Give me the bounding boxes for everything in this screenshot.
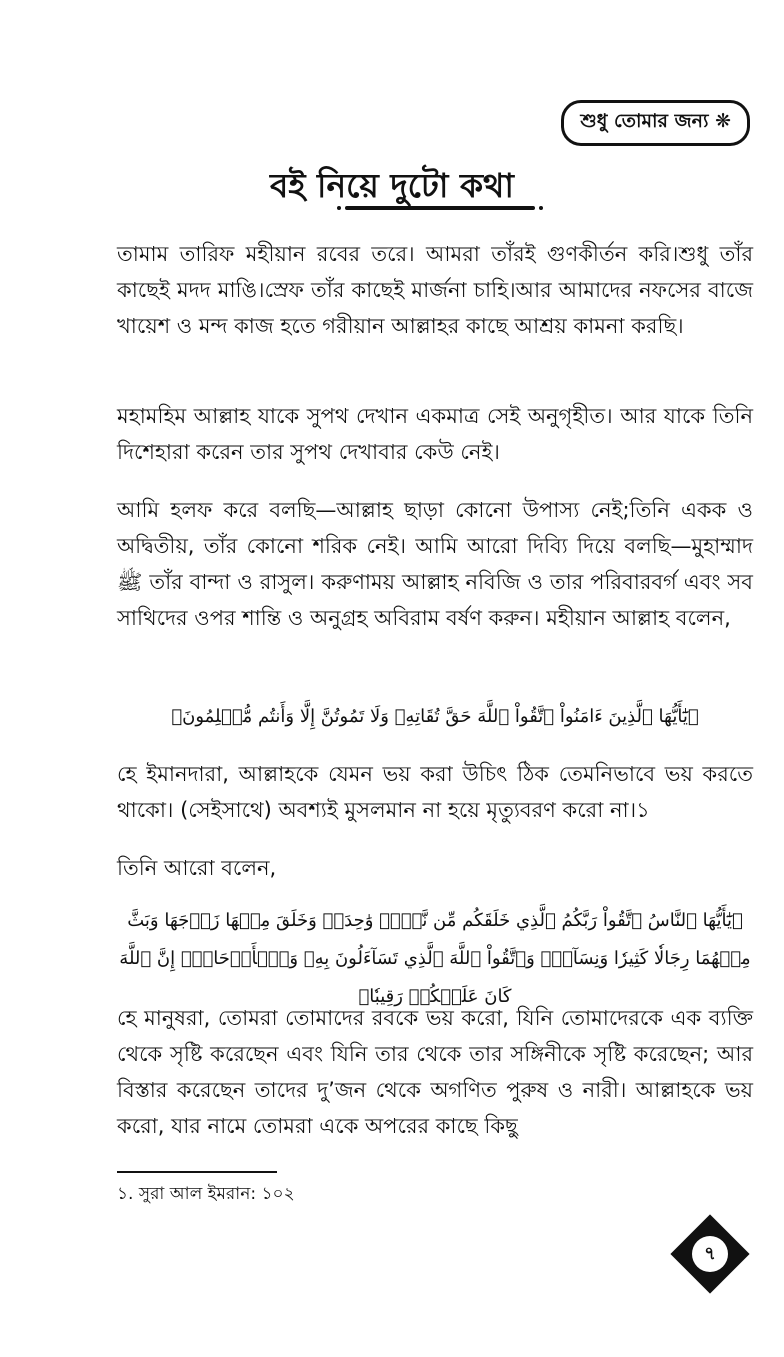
header-badge: শুধু তোমার জন্য ❋ xyxy=(561,100,750,146)
arabic-verse-2: ﴿يَٰٓأَيُّهَا ٱلنَّاسُ ٱتَّقُواْ رَبَّكُمُ ٱلَّذِي خَلَقَكُم مِّن نَّفۡسٖ وَٰحِدَةٖ وَخَلَقَ مِنۡهَا زَوۡجَهَا وَبَثَّ مِنۡهُمَا رِجَالٗا كَثِيرٗا وَنِسَآءٗۚ وَٱتَّقُواْ ٱللَّهَ ٱلَّذِي تَسَآءَلُونَ بِهِۦ وَٱلۡأَرۡحَامَۚ إِنَّ ٱللَّهَ كَانَ عَلَيۡكُمۡ رَقِيبٗا﴾ xyxy=(119,910,751,1007)
title-underline xyxy=(337,205,543,211)
paragraph-he-also-said: তিনি আরো বলেন, xyxy=(117,856,277,880)
paragraph-praise: তামাম তারিফ মহীয়ান রবের তরে। আমরা তাঁরই গুণকীর্তন করি।শুধু তাঁর কাছেই মদদ মাঙি।স্রেফ তাঁর কাছেই মার্জনা চাহি।আর আমাদের নফসের বাজে খায়েশ ও মন্দ কাজ হতে গরীয়ান আল্লাহর কাছে আশ্রয় কামনা করছি। xyxy=(117,242,753,338)
page-number: ৭ xyxy=(704,1243,716,1264)
paragraph-translation-2: হে মানুষরা, তোমরা তোমাদের রবকে ভয় করো, যিনি তোমাদেরকে এক ব্যক্তি থেকে সৃষ্টি করেছেন এবং যিনি তার থেকে তার সঙ্গিনীকে সৃষ্টি করেছেন; আর বিস্তার করেছেন তাদের দু’জন থেকে অগণিত পুরুষ ও নারী। আল্লাহকে ভয় করো, যার নামে তোমরা একে অপরের কাছে কিছু xyxy=(117,1006,753,1138)
paragraph-guidance: মহামহিম আল্লাহ যাকে সুপথ দেখান একমাত্র সেই অনুগৃহীত। আর যাকে তিনি দিশেহারা করেন তার সুপথ দেখাবার কেউ নেই। xyxy=(117,404,753,464)
arabic-verse-1: ﴿يَٰٓأَيُّهَا ٱلَّذِينَ ءَامَنُواْ ٱتَّقُواْ ٱللَّهَ حَقَّ تُقَاتِهِۦ وَلَا تَمُوتُنَّ إِلَّا وَأَنتُم مُّسۡلِمُونَ﴾ xyxy=(171,706,699,727)
footnote-divider xyxy=(117,1171,277,1173)
page-number-badge xyxy=(670,1214,750,1294)
footnote: ১. সুরা আল ইমরান: ১০২ xyxy=(117,1184,295,1204)
chapter-title: বই নিয়ে দুটো কথা xyxy=(269,166,514,205)
paragraph-translation-1: হে ইমানদারা, আল্লাহকে যেমন ভয় করা উচিৎ ঠিক তেমনিভাবে ভয় করতে থাকো। (সেইসাথে) অবশ্যই মুসলমান না হয়ে মৃত্যুবরণ করো না।১ xyxy=(117,762,753,822)
paragraph-testimony: আমি হলফ করে বলছি—আল্লাহ ছাড়া কোনো উপাস্য নেই;তিনি একক ও অদ্বিতীয়, তাঁর কোনো শরিক নেই। আমি আরো দিব্যি দিয়ে বলছি—মুহাম্মাদ ﷺ তাঁর বান্দা ও রাসুল। করুণাময় আল্লাহ নবিজি ও তার পরিবারবর্গ এবং সব সাথিদের ওপর শান্তি ও অনুগ্রহ অবিরাম বর্ষণ করুন। মহীয়ান আল্লাহ বলেন, xyxy=(117,498,753,630)
